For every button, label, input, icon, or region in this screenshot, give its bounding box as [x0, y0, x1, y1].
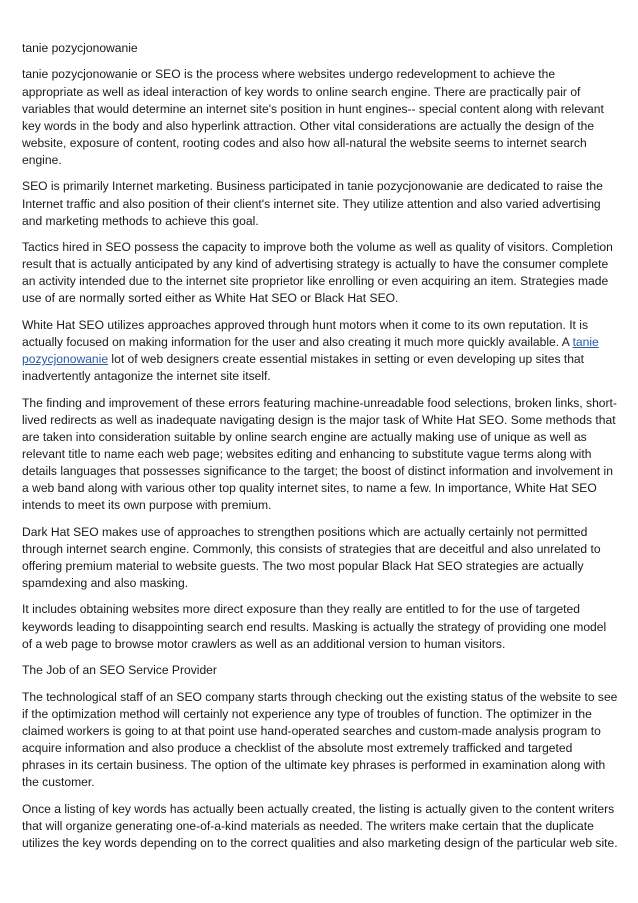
paragraph-content-writers: Once a listing of key words has actually been actually created, the listing is actually given to the content writers that will organize generating one-of-a-kind materials as needed. The writers make certain that the duplicate utilizes the key words depending on to the correct qualities and also marketing design of the particular web site. [22, 801, 618, 850]
section-heading: The Job of an SEO Service Provider [22, 663, 217, 678]
paragraph-masking: It includes obtaining websites more direct exposure than they really are entitled to for the use of targeted keywords leading to disappointing search end results. Masking is actually the strategy of providing one model of a web page to browse motor crawlers as well as an additional version to human visitors. [22, 602, 607, 651]
paragraph-seo-marketing: SEO is primarily Internet marketing. Business participated in tanie pozycjonowanie are dedicated to raise the Internet traffic and also position of their client's internet site. They utilize attention and also varied advertising and marketing methods to achieve this goal. [22, 179, 603, 228]
document-page [22, 40, 618, 861]
white-hat-text-before: White Hat SEO utilizes approaches approved through hunt motors when it come to its own reputation. It is actually focused on making information for the user and also creating it much more quickly available. A [22, 317, 589, 349]
white-hat-text-after: lot of web designers create essential mistakes in setting or even developing up sites that inadvertently antagonize the internet site itself. [22, 352, 585, 384]
paragraph-technical-staff: The technological staff of an SEO company starts through checking out the existing status of the website to see if the optimization method will certainly not experience any type of troubles of function. The optimizer in the claimed workers is going to at that point use hand-operated searches and custom-made analysis program to acquire information and also produce a checklist of the absolute most extremely trafficked and targeted phrases in its certain business. The option of the ultimate key phrases is performed in examination along with the customer. [22, 689, 618, 790]
paragraph-white-hat [22, 317, 618, 385]
paragraph-errors: The finding and improvement of these errors featuring machine-unreadable food selections, broken links, short-lived redirects as well as inadequate navigating design is the major task of White Hat SEO. Some methods that are taken into consideration suitable by online search engine are actually making use of unique as well as relevant title to name each web page; websites editing and enhancing to substitute vague terms along with details languages that possesses significance to the target; the boost of distinct information and involvement in a web band along with various other top quality internet sites, to name a few. In importance, White Hat SEO intends to meet its own purpose with premium. [22, 395, 617, 513]
document-title: tanie pozycjonowanie [22, 41, 138, 55]
paragraph-dark-hat: Dark Hat SEO makes use of approaches to strengthen positions which are actually certainly not permitted through internet search engine. Commonly, this consists of strategies that are deceitful and also unrelated to offering premium material to website guests. The two most popular Black Hat SEO strategies are actually spamdexing and also masking. [22, 524, 601, 590]
tanie-pozycjonowanie-link[interactable]: tanie pozycjonowanie [22, 334, 599, 367]
paragraph-tactics: Tactics hired in SEO possess the capacity to improve both the volume as well as quality of visitors. Completion result that is actually anticipated by any kind of advertising strategy is actually to have the consumer complete an activity intended due to the internet site proprietor like enrolling or even acquiring an item. Strategies made use of are normally sorted either as White Hat SEO or Black Hat SEO. [22, 240, 613, 306]
paragraph-intro: tanie pozycjonowanie or SEO is the process where websites undergo redevelopment to achieve the appropriate as well as ideal interaction of key words to online search engine. There are practically pair of variables that would determine an internet site's position in hunt engines-- special content along with relevant key words in the body and also hyperlink attraction. Other vital considerations are actually the design of the website, exposure of content, rooting codes and also how all-natural the website seems to internet search engine. [22, 67, 604, 167]
